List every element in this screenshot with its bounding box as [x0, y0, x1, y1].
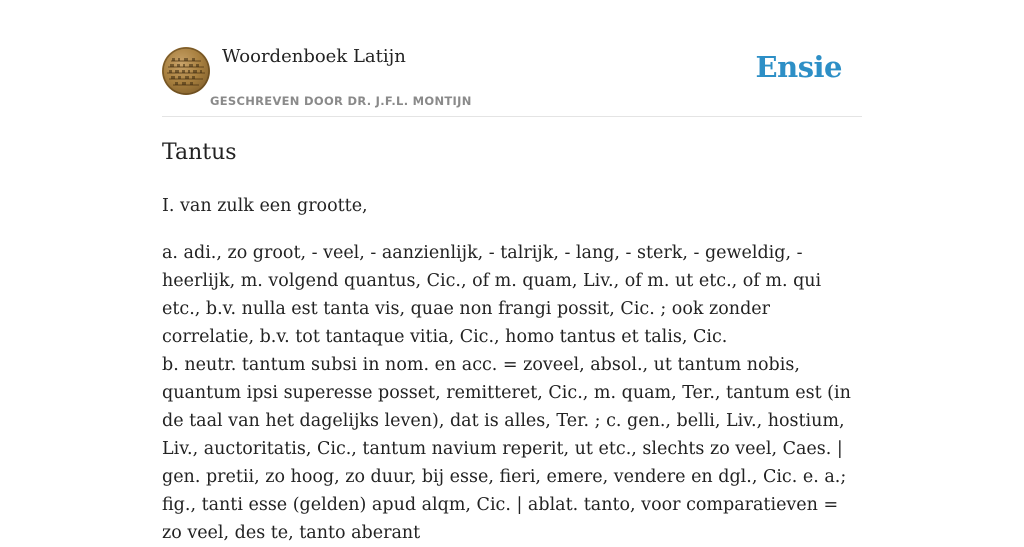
- page-title: Tantus: [162, 140, 237, 165]
- coin-inscription-icon: [162, 47, 210, 95]
- sense-b: b. neutr. tantum subsi in nom. en acc. = zoveel, absol., ut tantum nobis, quantum ipsi superesse posset, remitteret, Cic., m. quam, Ter., tantum est (in de taal van het dagelijks leven), dat is alles, Ter. ; c. gen., belli, Liv., hostium, Liv., auctoritatis, Cic., tantum navium reperit, ut etc., slechts zo veel, Caes. | gen. pretii, zo hoog, zo duur, bij esse, fieri, emere, vendere en dgl., Cic. e. a.; fig., tanti esse (gelden) apud alqm, Cic. | ablat. tanto, voor comparatieven = zo veel, des te, tanto aberant: [162, 355, 851, 543]
- author-byline: GESCHREVEN DOOR DR. J.F.L. MONTIJN: [210, 94, 472, 108]
- header: [162, 0, 862, 117]
- book-title[interactable]: Woordenboek Latijn: [222, 46, 406, 67]
- avatar[interactable]: [162, 47, 210, 95]
- brand-logo[interactable]: Ensie: [755, 50, 842, 84]
- sense-intro: I. van zulk een grootte,: [162, 196, 368, 216]
- sense-a: a. adi., zo groot, - veel, - aanzienlijk, - talrijk, - lang, - sterk, - geweldig, - heerlijk, m. volgend quantus, Cic., of m. quam, Liv., of m. ut etc., of m. qui etc., b.v. nulla est tanta vis, quae non frangi possit, Cic. ; ook zonder correlatie, b.v. tot tantaque vitia, Cic., homo tantus et talis, Cic.: [162, 243, 822, 347]
- page: [162, 0, 862, 543]
